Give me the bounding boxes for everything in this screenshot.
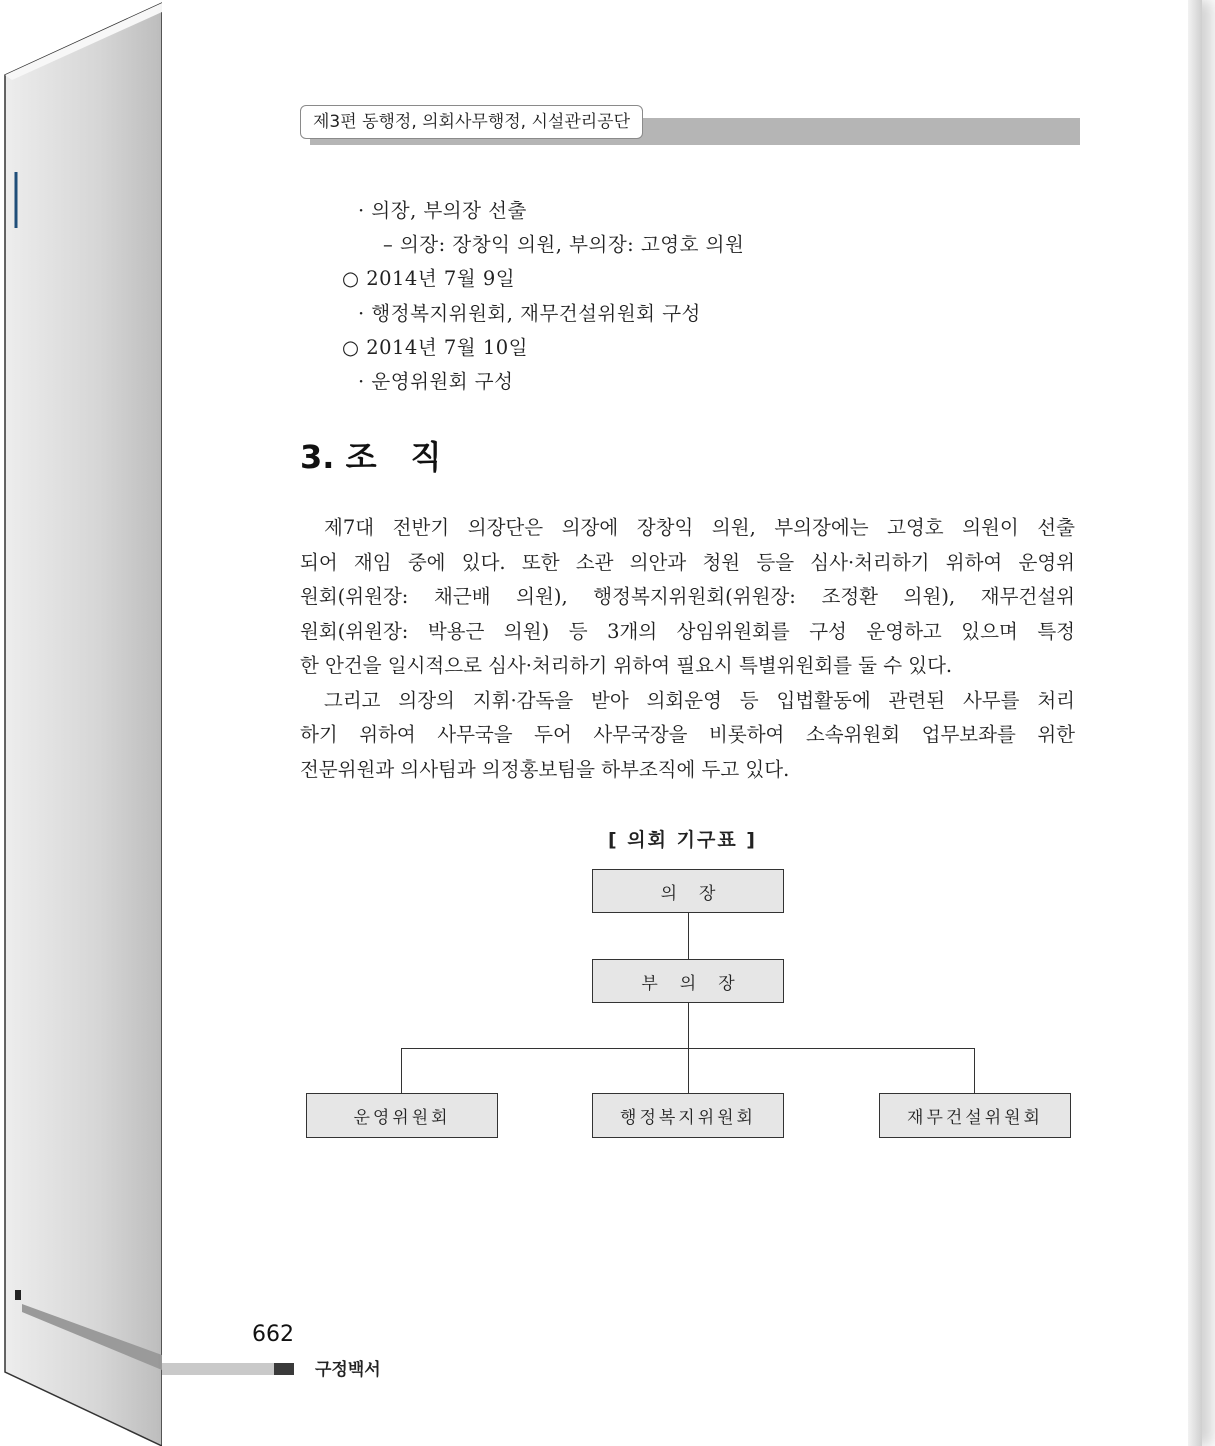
org-box-committee — [879, 1093, 1071, 1138]
section-heading: 조직 — [345, 438, 476, 476]
section-number: 3. — [300, 438, 335, 476]
body-paragraph — [300, 511, 1075, 787]
org-box-label: 행정복지위원회 — [620, 1108, 756, 1128]
section-title — [300, 432, 475, 478]
body-line: 원회(위원장: 채근배 의원), 행정복지위원회(위원장: 조정환 의원), 재무건설위 — [300, 585, 1075, 608]
page-number: 662 — [252, 1322, 294, 1347]
org-box-label: 부의장 — [641, 973, 757, 994]
org-box-label: 운영위원회 — [353, 1108, 451, 1128]
connector-line — [401, 1048, 402, 1093]
body-line: 한 안건을 일시적으로 심사·처리하기 위하여 필요시 특별위원회를 둘 수 있다. — [300, 654, 953, 677]
list-item: ○ 2014년 7월 9일 — [342, 267, 516, 290]
list-item: – 의장: 장창익 의원, 부의장: 고영호 의원 — [383, 233, 745, 256]
chapter-header: 제3편 동행정, 의회사무행정, 시설관리공단 — [300, 105, 643, 139]
body-line: 전문위원과 의사팀과 의정홍보팀을 하부조직에 두고 있다. — [300, 757, 790, 781]
org-box-chair — [592, 869, 784, 913]
body-line: 하기 위하여 사무국을 두어 사무국장을 비롯하여 소속위원회 업무보좌를 위한 — [300, 723, 1075, 746]
connector-line — [974, 1048, 975, 1093]
footer-block — [274, 1363, 294, 1375]
book-spine — [0, 0, 166, 1446]
body-line: 그리고 의장의 지휘·감독을 받아 의회운영 등 입법활동에 관련된 사무를 처리 — [324, 688, 1075, 712]
org-box-committee — [306, 1093, 498, 1138]
org-box-label: 재무건설위원회 — [907, 1108, 1043, 1128]
body-line: 원회(위원장: 박용근 의원) 등 3개의 상임위원회를 구성 운영하고 있으며 특정 — [300, 619, 1075, 643]
connector-line — [688, 913, 689, 959]
book-title: 구정백서 — [315, 1360, 381, 1380]
list-item: · 운영위원회 구성 — [358, 370, 514, 393]
org-box-vice-chair — [592, 959, 784, 1003]
connector-line — [401, 1048, 975, 1049]
list-item: · 의장, 부의장 선출 — [358, 199, 527, 222]
footer-bar — [162, 1363, 274, 1375]
list-item: · 행정복지위원회, 재무건설위원회 구성 — [358, 302, 701, 325]
page-edge — [1188, 0, 1202, 1446]
body-line: 제7대 전반기 의장단은 의장에 장창익 의원, 부의장에는 고영호 의원이 선출 — [324, 516, 1075, 539]
org-box-committee — [592, 1093, 784, 1138]
body-line: 되어 재임 중에 있다. 또한 소관 의안과 청원 등을 심사·처리하기 위하여 운영위 — [300, 550, 1075, 574]
org-chart-title: [ 의회 기구표 ] — [608, 829, 757, 851]
org-box-label: 의장 — [660, 883, 738, 904]
list-item: ○ 2014년 7월 10일 — [342, 336, 528, 359]
